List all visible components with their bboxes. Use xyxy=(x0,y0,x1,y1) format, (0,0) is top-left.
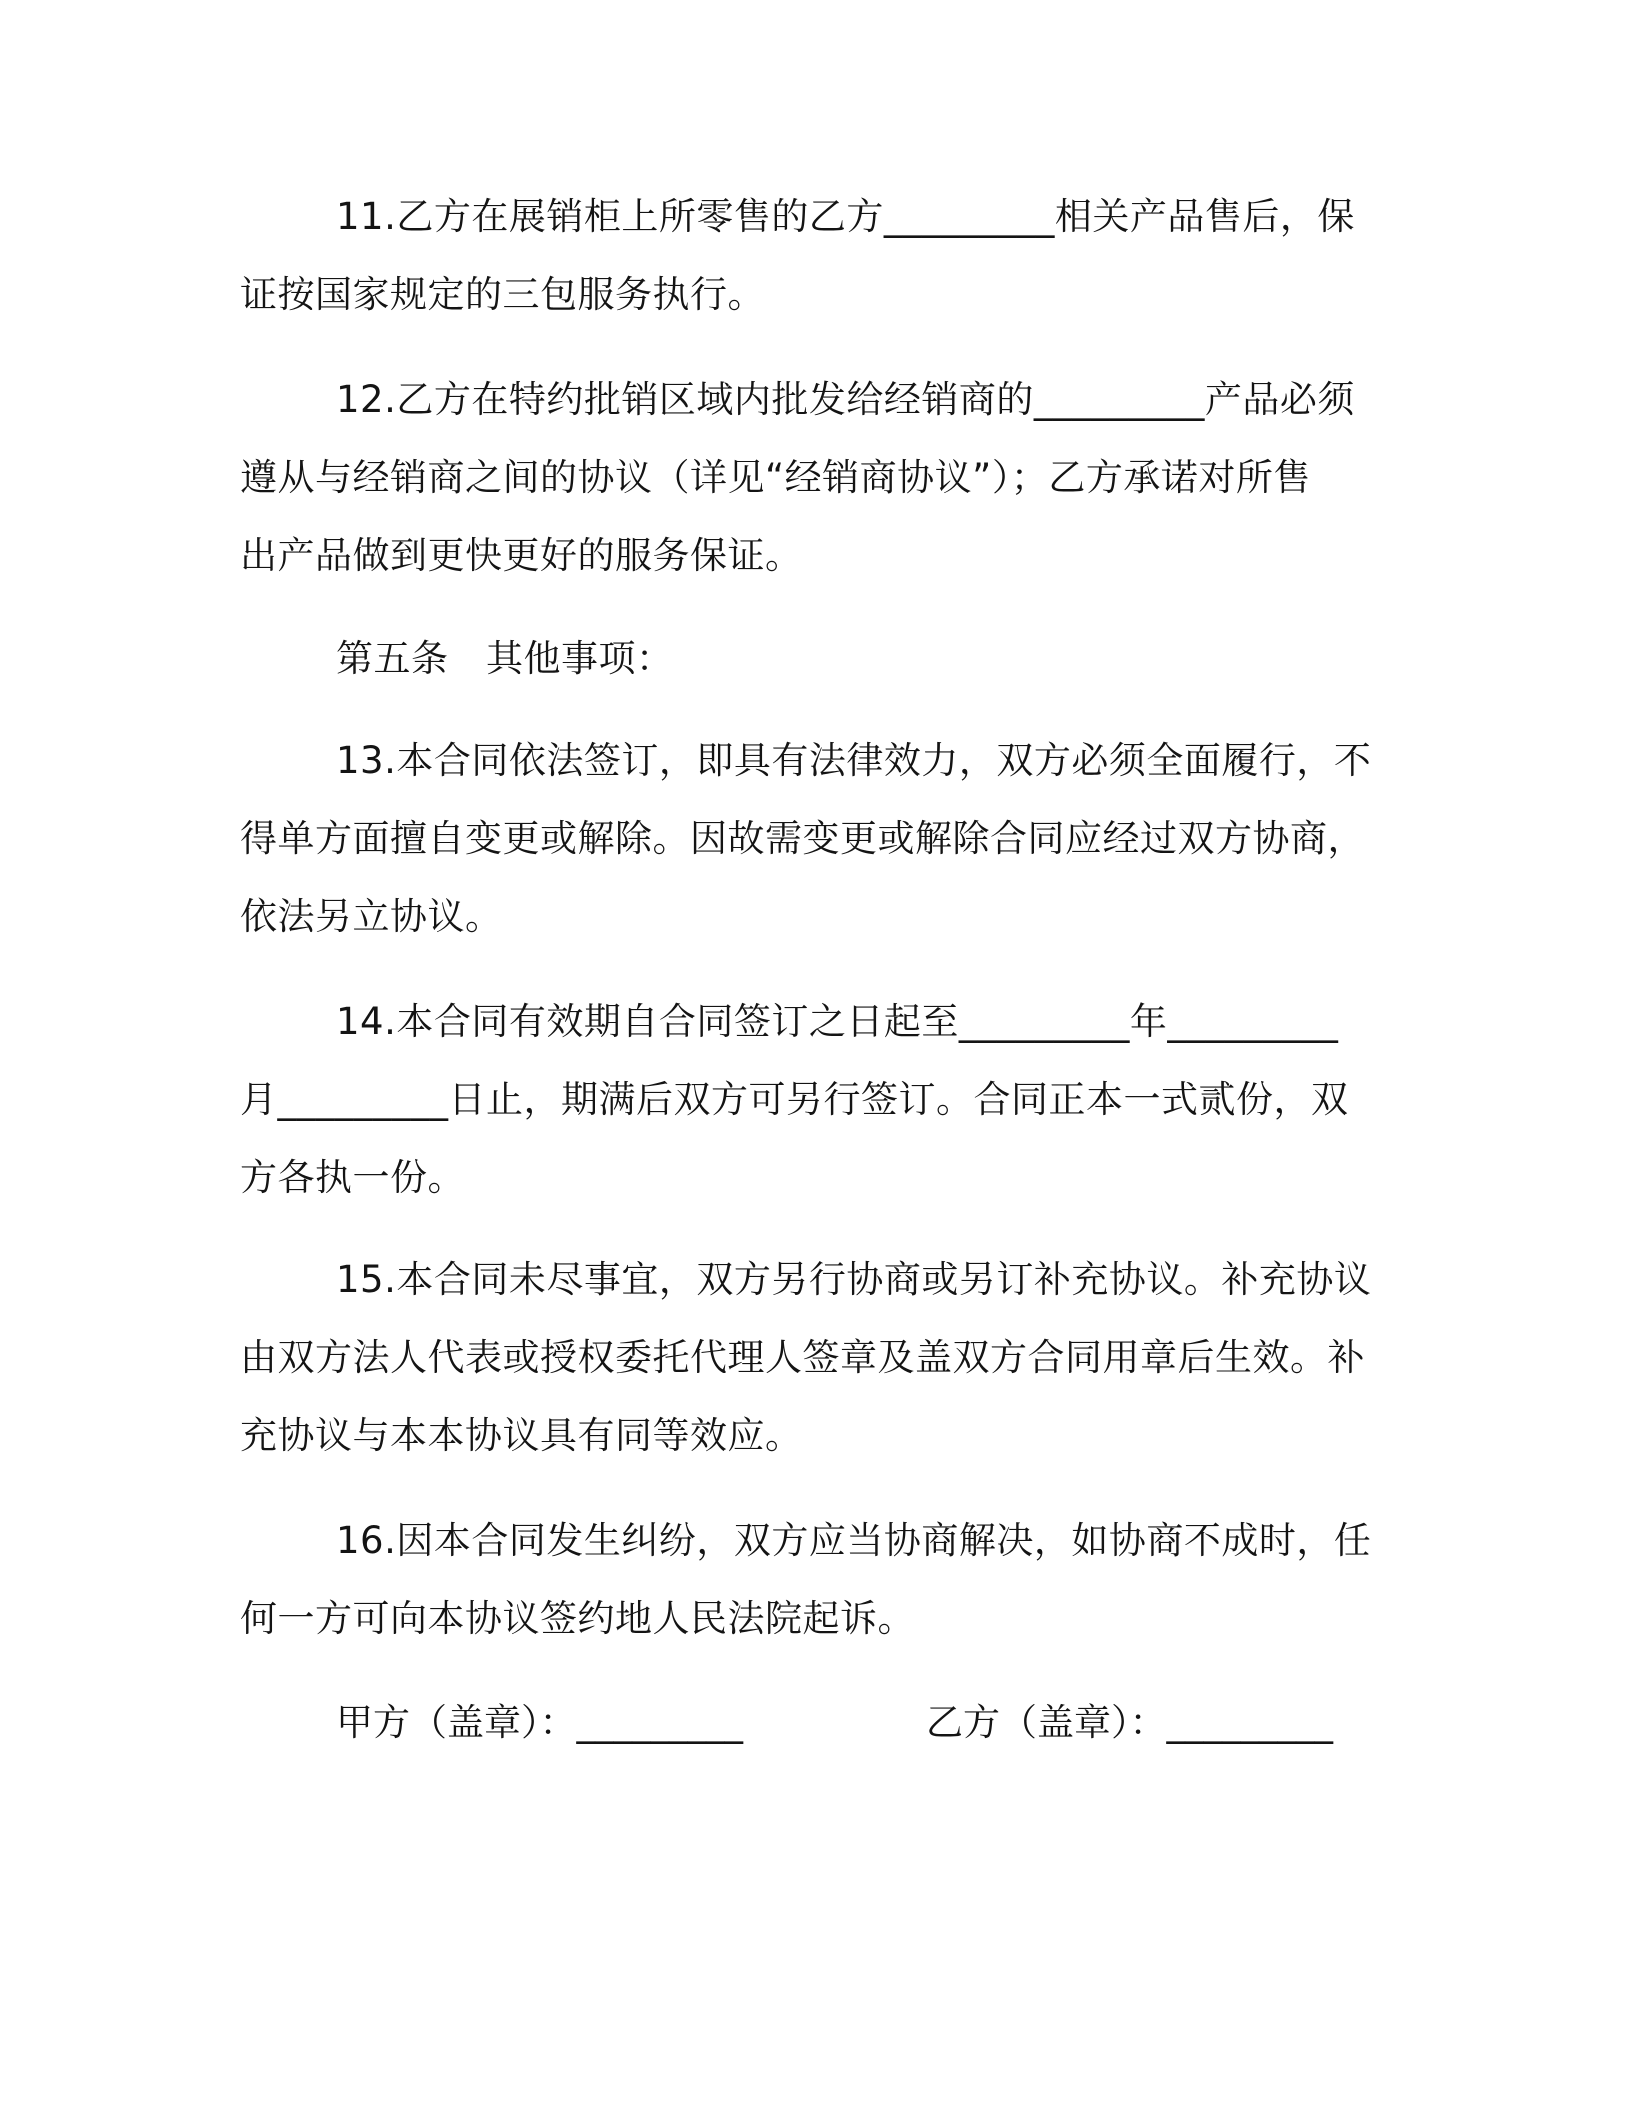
clause-11 xyxy=(240,178,1370,334)
clause-12-line-3: 出产品做到更快更好的服务保证。 xyxy=(240,534,803,577)
party-b-seal-field: 乙方（盖章）：_________ xyxy=(926,1701,1333,1744)
clause-13-line-3: 依法另立协议。 xyxy=(240,895,503,938)
clause-14 xyxy=(240,983,1370,1217)
clause-11-line-1: 11.乙方在展销柜上所零售的乙方_________相关产品售后，保 xyxy=(336,195,1355,238)
clause-13 xyxy=(240,722,1370,956)
clause-13-line-1: 13.本合同依法签订，即具有法律效力，双方必须全面履行，不 xyxy=(336,739,1372,782)
clause-12-line-2: 遵从与经销商之间的协议（详见“经销商协议”）；乙方承诺对所售 xyxy=(240,456,1311,499)
clause-15-line-3: 充协议与本本协议具有同等效应。 xyxy=(240,1414,803,1457)
clause-11-line-2: 证按国家规定的三包服务执行。 xyxy=(240,273,765,316)
clause-14-line-1: 14.本合同有效期自合同签订之日起至_________年_________ xyxy=(336,1000,1339,1043)
clause-14-line-3: 方各执一份。 xyxy=(240,1156,465,1199)
clause-13-line-2: 得单方面擅自变更或解除。因故需变更或解除合同应经过双方协商， xyxy=(240,817,1365,860)
clause-16-line-1: 16.因本合同发生纠纷，双方应当协商解决，如协商不成时，任 xyxy=(336,1519,1372,1562)
clause-16-line-2: 何一方可向本协议签约地人民法院起诉。 xyxy=(240,1597,915,1640)
signature-row xyxy=(336,1684,1376,1762)
clause-15-line-2: 由双方法人代表或授权委托代理人签章及盖双方合同用章后生效。补 xyxy=(240,1336,1365,1379)
clause-14-line-2: 月_________日止，期满后双方可另行签订。合同正本一式贰份，双 xyxy=(240,1078,1349,1121)
article-5-heading-text: 第五条 其他事项： xyxy=(336,637,674,680)
clause-15 xyxy=(240,1241,1370,1475)
clause-15-line-1: 15.本合同未尽事宜，双方另行协商或另订补充协议。补充协议 xyxy=(336,1258,1372,1301)
clause-16 xyxy=(240,1502,1370,1658)
party-a-seal-field: 甲方（盖章）：_________ xyxy=(336,1701,743,1744)
clause-12 xyxy=(240,361,1370,595)
clause-12-line-1: 12.乙方在特约批销区域内批发给经销商的_________产品必须 xyxy=(336,378,1355,421)
article-5-heading xyxy=(240,620,1370,698)
